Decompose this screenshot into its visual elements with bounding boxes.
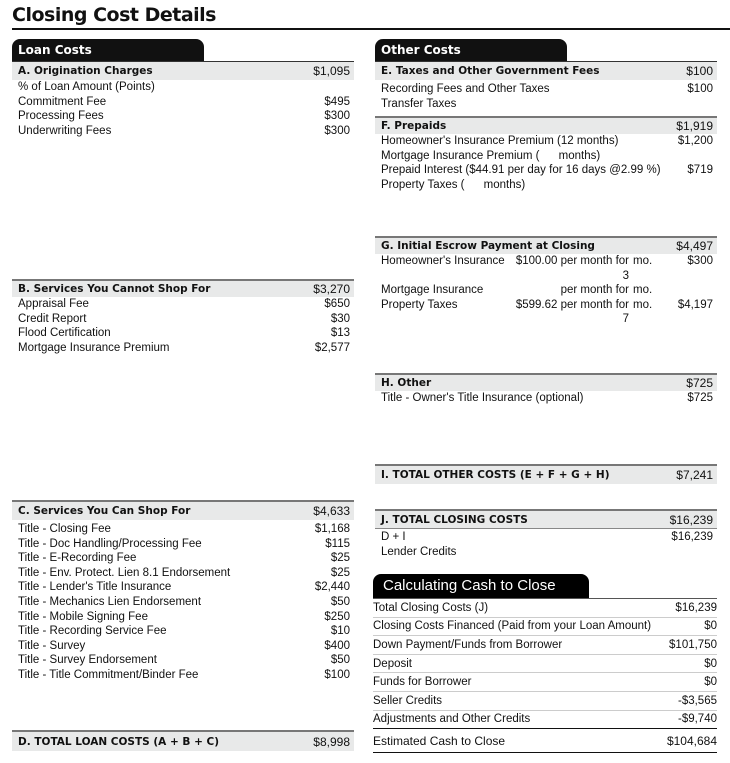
section-j: [375, 509, 717, 559]
line-item: [12, 639, 354, 654]
item-amount: $495: [324, 95, 350, 108]
line-item: [12, 312, 354, 327]
cash-to-close-tab: Calculating Cash to Close: [373, 574, 589, 598]
section-c-label: C. Services You Can Shop For: [18, 505, 191, 517]
line-item: [12, 297, 354, 312]
item-label: Title - Recording Service Fee: [18, 625, 167, 638]
item-label: Mortgage Insurance: [381, 284, 484, 297]
cash-row: [373, 673, 717, 692]
section-g-label: G. Initial Escrow Payment at Closing: [381, 240, 595, 252]
section-h-total: $725: [686, 376, 713, 390]
line-item: [12, 95, 354, 110]
other-costs-section: [375, 39, 717, 193]
item-rate: $100.00 per month for 3: [515, 255, 629, 282]
line-item: [375, 149, 717, 164]
section-c-header: [12, 500, 354, 520]
loan-costs-section: [12, 39, 354, 138]
section-g-total: $4,497: [676, 239, 713, 253]
section-b-total: $3,270: [313, 282, 350, 296]
item-unit: mo.: [633, 298, 653, 311]
item-label: Homeowner's Insurance Premium (12 months): [381, 135, 619, 148]
row-label: Funds for Borrower: [373, 676, 472, 689]
estimated-cash-to-close-row: [373, 729, 717, 753]
item-unit: mo.: [633, 255, 653, 267]
other-costs-tab: Other Costs: [375, 39, 567, 61]
row-amount: $0: [704, 620, 717, 633]
item-label: Credit Report: [18, 312, 87, 325]
line-item: [12, 537, 354, 552]
item-amount: $2,577: [314, 341, 350, 354]
item-label: Recording Fees and Other Taxes: [381, 83, 550, 95]
item-amount: $25: [330, 552, 350, 565]
item-label: Mortgage Insurance Premium: [18, 341, 170, 354]
item-label: Property Taxes: [381, 298, 458, 311]
item-amount: $4,197: [677, 298, 713, 311]
line-item: [12, 551, 354, 566]
cash-row: [373, 692, 717, 711]
item-label: Title - Lender's Title Insurance: [18, 581, 172, 594]
row-label: Down Payment/Funds from Borrower: [373, 638, 563, 651]
section-a-total: $1,095: [313, 64, 350, 78]
section-f-label: F. Prepaids: [381, 120, 447, 133]
section-d-total: $8,998: [313, 734, 350, 749]
section-b: [12, 279, 354, 355]
line-item: [12, 624, 354, 639]
row-label: Adjustments and Other Credits: [373, 713, 531, 726]
item-amount: $50: [330, 654, 350, 667]
section-e-header: [375, 62, 717, 80]
item-amount: $50: [330, 595, 350, 608]
page-title: Closing Cost Details: [12, 4, 216, 26]
item-amount: $100: [324, 668, 350, 681]
section-c-total: $4,633: [313, 504, 350, 518]
section-h: [375, 373, 717, 406]
item-label: Title - Survey: [18, 639, 86, 652]
item-label: Title - Mobile Signing Fee: [18, 610, 148, 623]
section-b-label: B. Services You Cannot Shop For: [18, 283, 211, 295]
section-i-total: $7,241: [676, 468, 713, 482]
section-e-total: $100: [686, 64, 713, 78]
section-a-items: [12, 80, 354, 138]
row-amount: -$9,740: [677, 713, 717, 726]
line-item: [12, 124, 354, 139]
row-amount: -$3,565: [677, 694, 717, 707]
item-amount: $115: [325, 537, 350, 550]
title-divider: [12, 28, 730, 30]
line-item: [12, 595, 354, 610]
section-i-header: [375, 464, 717, 484]
item-amount: $300: [324, 110, 350, 123]
item-label: Title - Survey Endorsement: [18, 654, 157, 667]
section-g: [375, 236, 717, 327]
cash-row: [373, 599, 717, 618]
line-item: [12, 80, 354, 95]
line-item: [12, 580, 354, 595]
line-item: [12, 522, 354, 537]
item-label: Title - Doc Handling/Processing Fee: [18, 537, 202, 550]
item-label: D + I: [381, 531, 406, 543]
item-amount: $25: [330, 566, 350, 579]
item-amount: $100: [687, 83, 713, 95]
item-label: Title - Owner's Title Insurance (optional): [381, 392, 584, 404]
line-item: [375, 163, 717, 178]
escrow-row: [375, 254, 717, 283]
item-amount: $300: [687, 255, 713, 267]
item-amount: $16,239: [671, 531, 713, 543]
section-i: [375, 464, 717, 484]
row-label: Estimated Cash to Close: [373, 733, 506, 748]
item-unit: mo.: [633, 284, 653, 297]
row-label: Closing Costs Financed (Paid from your Loan Amount): [373, 620, 652, 633]
item-amount: $400: [324, 639, 350, 652]
section-h-label: H. Other: [381, 377, 432, 389]
line-item: [12, 668, 354, 683]
row-amount: $101,750: [669, 638, 717, 651]
cash-to-close-section: [373, 574, 717, 753]
item-rate: per month for: [560, 284, 629, 297]
item-amount: $650: [324, 298, 350, 310]
item-amount: $30: [330, 312, 350, 325]
row-label: Seller Credits: [373, 694, 443, 707]
line-item: [12, 653, 354, 668]
line-item: [12, 326, 354, 341]
item-label: Title - Closing Fee: [18, 523, 111, 535]
item-amount: $10: [330, 625, 350, 638]
item-label: Prepaid Interest ($44.91 per day for 16 days @2.99 %): [381, 164, 661, 177]
item-rate: $599.62 per month for 7: [515, 298, 629, 326]
line-item: [12, 610, 354, 625]
escrow-row: [375, 283, 717, 298]
section-d-header: [12, 730, 354, 751]
line-item: [12, 109, 354, 124]
item-label: Property Taxes ( months): [381, 178, 526, 191]
item-label: Lender Credits: [381, 545, 457, 558]
section-a-header: [12, 62, 354, 80]
item-amount: $13: [330, 327, 350, 340]
row-label: Deposit: [373, 657, 412, 670]
section-j-header: [375, 509, 717, 529]
section-c: [12, 500, 354, 683]
loan-costs-tab: Loan Costs: [12, 39, 204, 61]
item-label: Appraisal Fee: [18, 298, 89, 310]
escrow-row: [375, 298, 717, 327]
cash-row: [373, 655, 717, 674]
item-label: Homeowner's Insurance: [381, 255, 505, 267]
item-label: Underwriting Fees: [18, 124, 112, 137]
item-amount: $300: [324, 124, 350, 137]
item-amount: [661, 283, 713, 298]
item-label: Title - Title Commitment/Binder Fee: [18, 668, 199, 681]
line-item: [12, 341, 354, 356]
line-item: [12, 566, 354, 581]
item-label: Title - Env. Protect. Lien 8.1 Endorsement: [18, 566, 231, 579]
line-item: [375, 391, 717, 406]
section-d-label: D. TOTAL LOAN COSTS (A + B + C): [18, 735, 220, 748]
section-h-header: [375, 373, 717, 391]
section-f-header: [375, 116, 717, 134]
item-label: Processing Fees: [18, 110, 104, 123]
item-label: Transfer Taxes: [381, 97, 457, 110]
cash-row: [373, 711, 717, 730]
section-j-label: J. TOTAL CLOSING COSTS: [381, 513, 528, 526]
item-label: Commitment Fee: [18, 95, 107, 108]
line-item: [375, 529, 717, 545]
item-amount: $725: [687, 392, 713, 404]
line-item: [375, 97, 717, 112]
item-label: Title - Mechanics Lien Endorsement: [18, 595, 202, 608]
section-g-header: [375, 236, 717, 254]
row-amount: $16,239: [675, 601, 717, 614]
item-amount: $2,440: [314, 581, 350, 594]
item-amount: $250: [324, 610, 350, 623]
item-label: Mortgage Insurance Premium ( months): [381, 149, 601, 162]
cash-row: [373, 636, 717, 655]
line-item: [375, 82, 717, 97]
row-amount: $0: [704, 657, 717, 670]
section-d: [12, 730, 354, 751]
row-amount: $0: [704, 676, 717, 689]
line-item: [375, 545, 717, 560]
item-label: Flood Certification: [18, 327, 111, 340]
line-item: [375, 134, 717, 149]
item-amount: $719: [687, 164, 713, 177]
section-f-total: $1,919: [676, 119, 713, 134]
section-a-label: A. Origination Charges: [18, 65, 153, 77]
item-label: Title - E-Recording Fee: [18, 552, 137, 565]
cash-row: [373, 618, 717, 637]
line-item: [375, 178, 717, 193]
section-i-label: I. TOTAL OTHER COSTS (E + F + G + H): [381, 469, 610, 481]
section-e-label: E. Taxes and Other Government Fees: [381, 65, 600, 77]
section-j-total: $16,239: [669, 512, 713, 527]
row-label: Total Closing Costs (J): [373, 601, 489, 614]
section-b-header: [12, 279, 354, 297]
item-amount: $1,168: [314, 523, 350, 535]
row-amount: $104,684: [666, 733, 717, 748]
item-amount: $1,200: [677, 135, 713, 148]
item-label: % of Loan Amount (Points): [18, 81, 155, 93]
